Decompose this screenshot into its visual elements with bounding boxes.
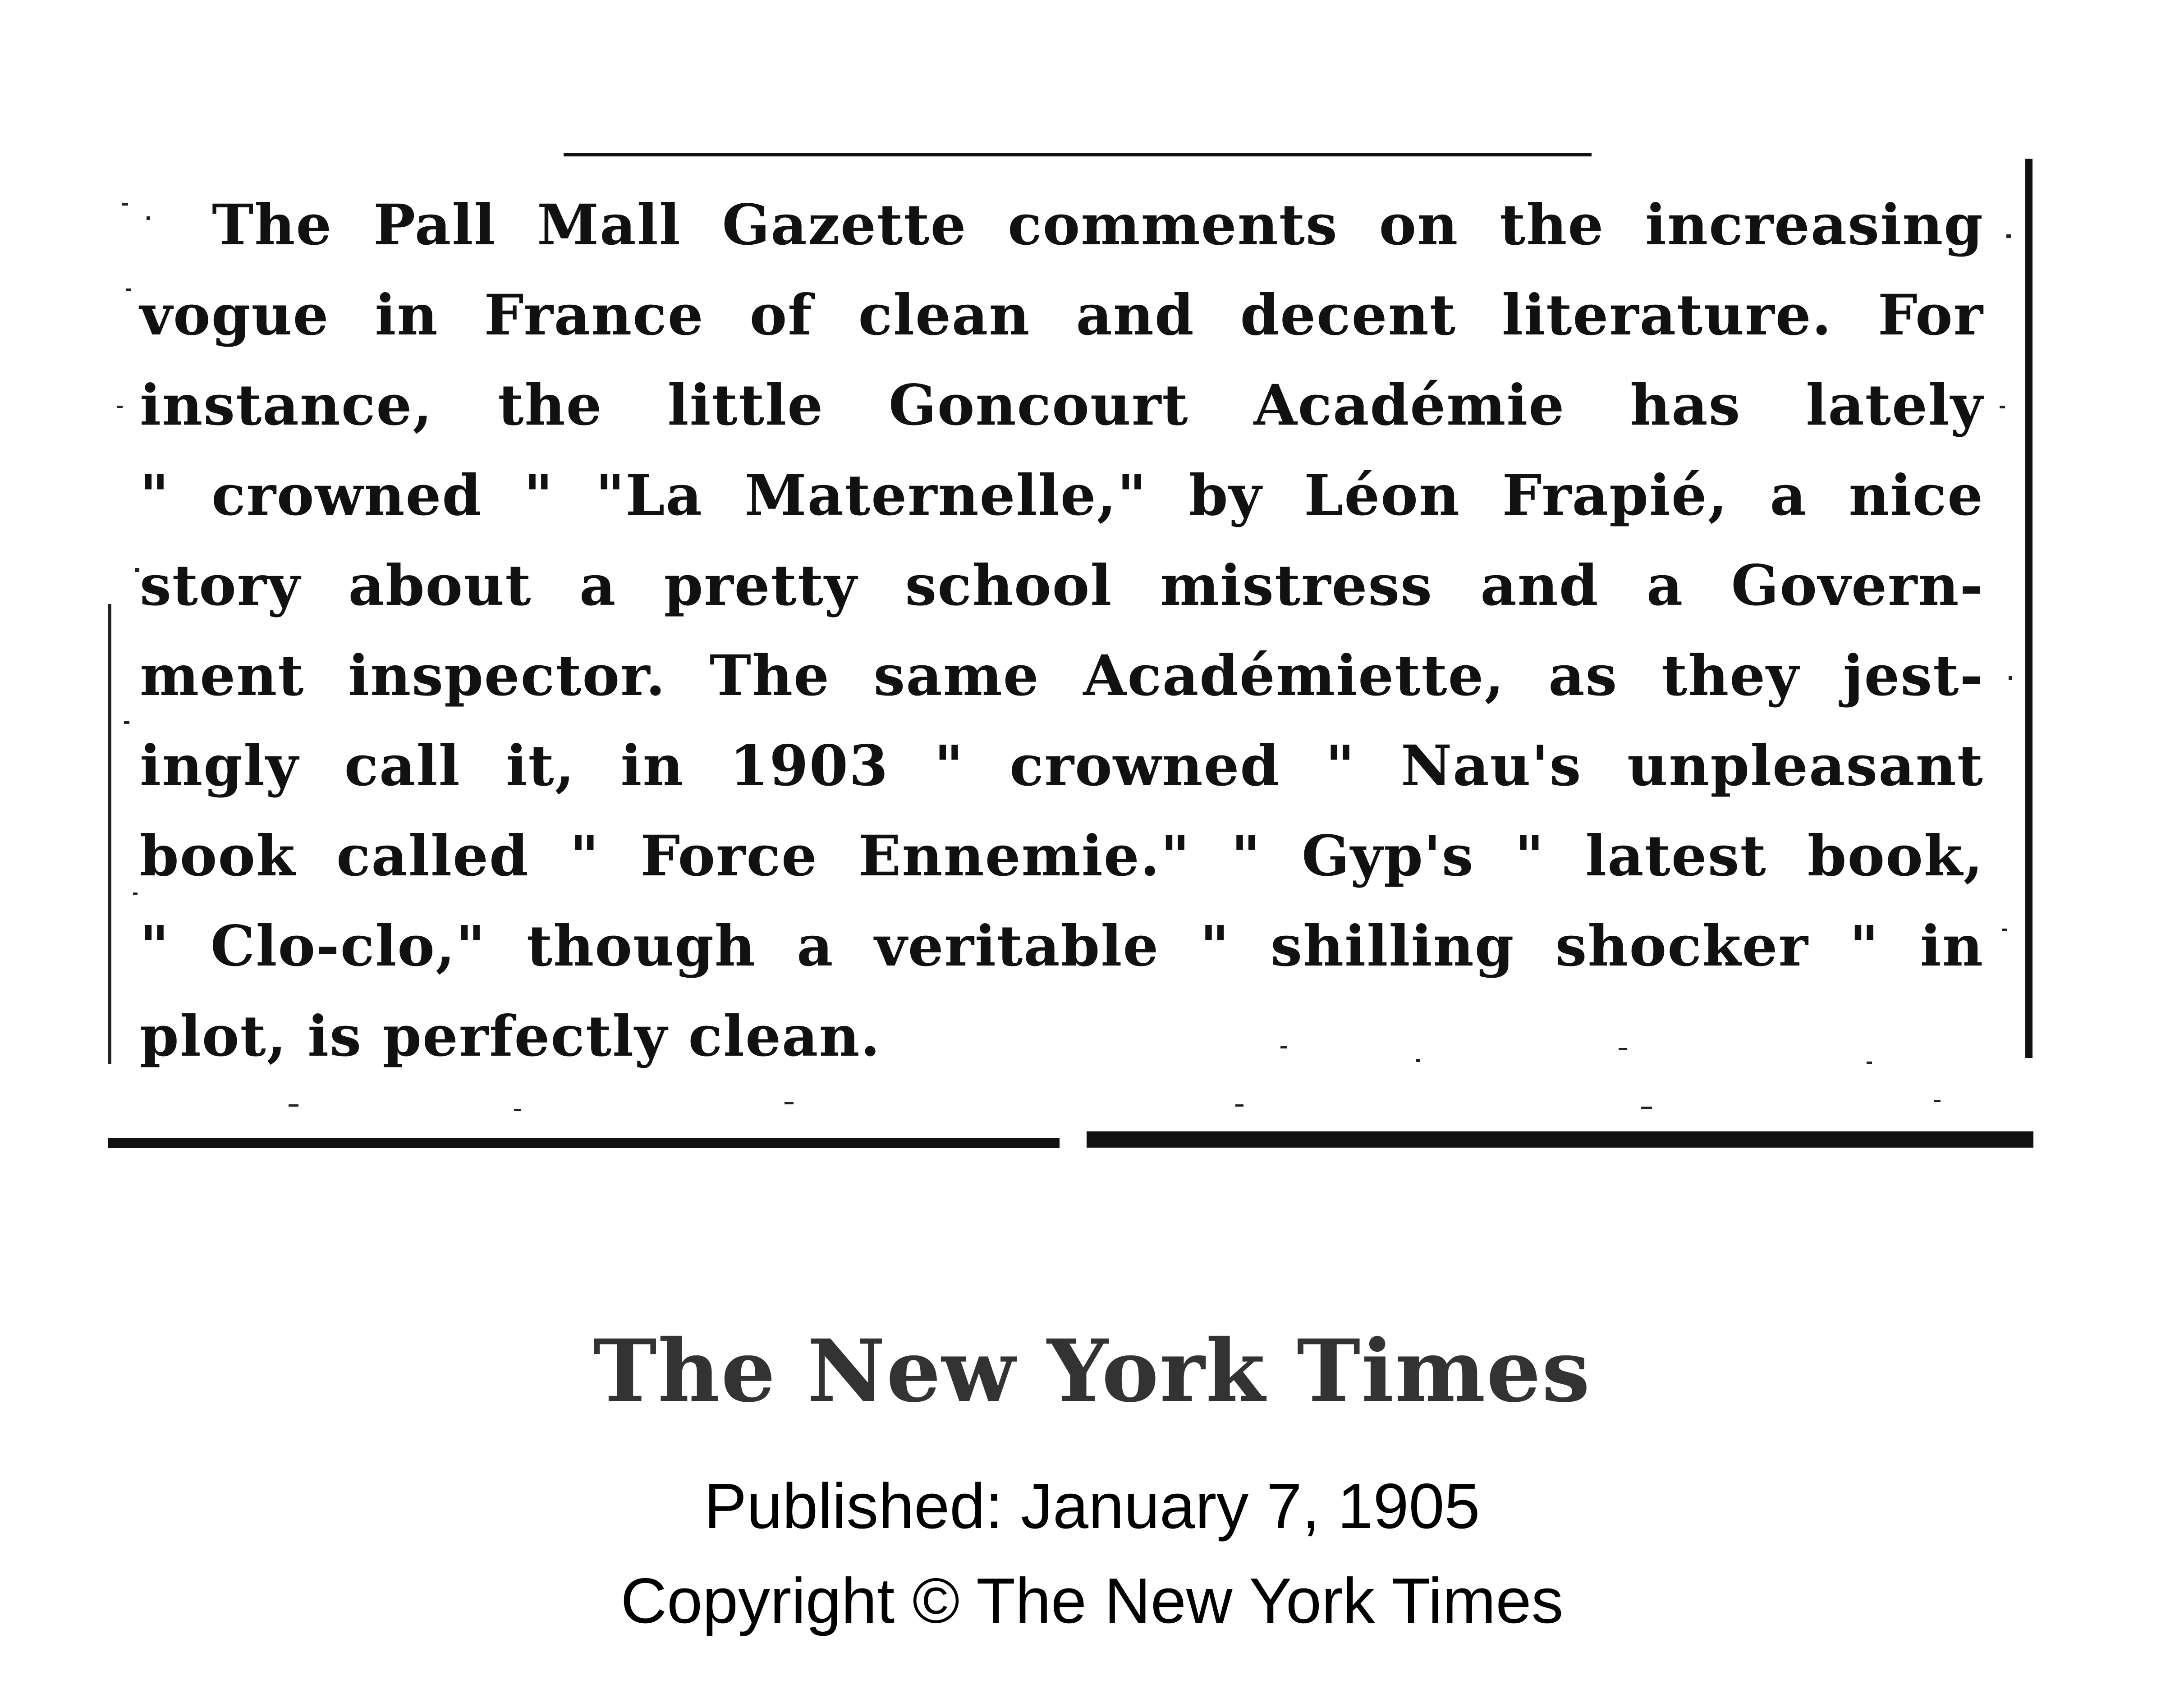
nyt-masthead-logo: The New York Times (593, 1321, 1591, 1421)
article-line: The Pall Mall Gazette comments on the increasing (212, 192, 1984, 258)
clipping-bottom-rule-right (1087, 1131, 2033, 1148)
clipping-right-rule (2025, 159, 2033, 1058)
newspaper-clipping (108, 153, 2042, 1158)
clipping-left-rule (108, 604, 111, 1064)
scan-speckle (289, 1104, 298, 1107)
article-line: vogue in France of clean and decent literature. For (140, 283, 1984, 348)
article-line: plot, is perfectly clean. (140, 1004, 881, 1069)
published-date: Published: January 7, 1905 (704, 1470, 1480, 1542)
copyright-notice: Copyright © The New York Times (620, 1565, 1564, 1637)
article-line: " Clo-clo," though a veritable " shilling shocker " in (140, 914, 1984, 979)
scan-speckle (124, 721, 129, 724)
clipping-bottom-rule-left (108, 1138, 1060, 1148)
scan-speckle (135, 568, 139, 572)
article-line: book called " Force Ennemie." " Gyp's " latest book, (140, 824, 1984, 889)
scan-speckle (133, 892, 138, 895)
scan-speckle (2009, 676, 2012, 680)
article-line: story about a pretty school mistress and a Govern- (140, 553, 1984, 618)
scan-speckle (785, 1102, 794, 1104)
clipping-top-rule (564, 153, 1592, 156)
scan-speckle (514, 1109, 521, 1111)
scan-speckle (126, 288, 131, 291)
scan-speckle (1235, 1104, 1243, 1107)
scan-speckle (122, 203, 128, 206)
scan-speckle (2000, 406, 2005, 408)
scan-speckle (2002, 929, 2007, 931)
scan-speckle (1934, 1100, 1941, 1102)
article-line: " crowned " "La Maternelle," by Léon Frapié, a nice (140, 463, 1984, 528)
article-line: instance, the little Goncourt Académie has lately (140, 373, 1984, 438)
article-line: ment inspector. The same Académiette, as they jest- (140, 643, 1984, 709)
scan-speckle (2006, 234, 2011, 238)
article-line: ingly call it, in 1903 " crowned " Nau's unpleasant (140, 733, 1984, 799)
scan-speckle (1641, 1107, 1652, 1109)
article-body (140, 180, 1984, 1082)
scan-speckle (117, 406, 123, 408)
